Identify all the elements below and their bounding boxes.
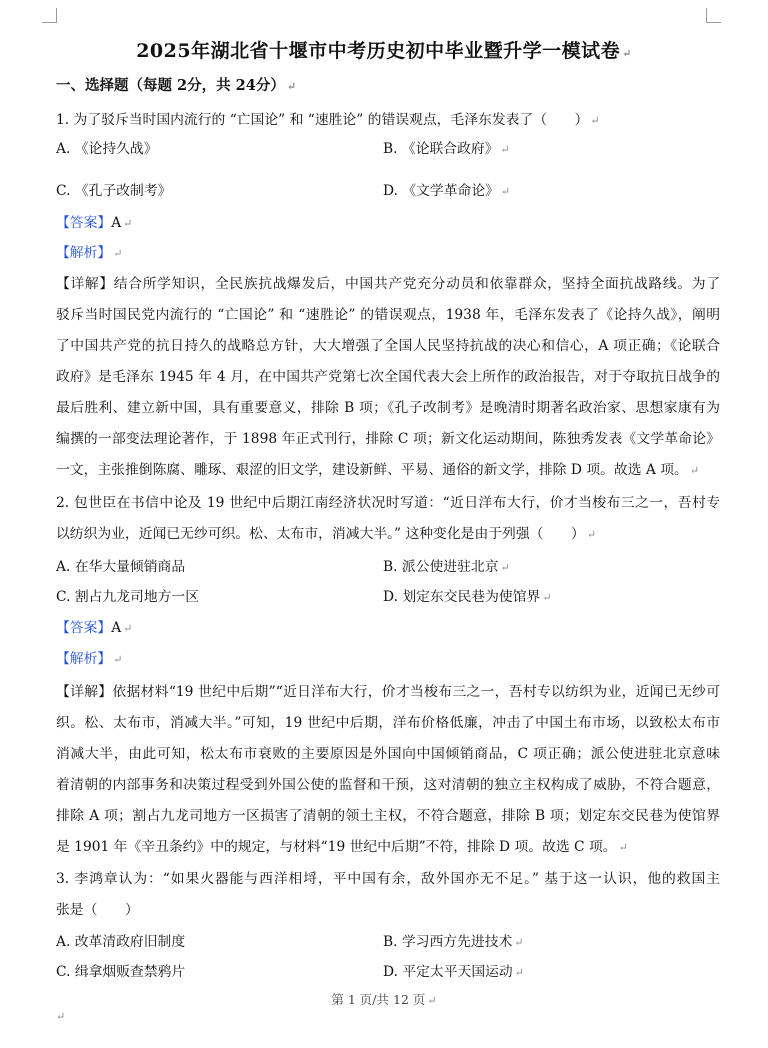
q3-option-b: B. 学习西方先进技术 ↵ [383, 934, 524, 950]
q2-detail-line: 着清朝的内部事务和决策过程受到外国公使的监督和干预，这对清朝的独立主权构成了威胁，不符合题意， [56, 777, 720, 793]
question-2-stem: 2. 包世臣在书信中论及 19 世纪中后期江南经济状况时写道：“近日洋布大行，价才当梭布三之一，吾村专 [56, 495, 720, 511]
q1-detail-line: 政府》是毛泽东 1945 年 4 月，在中国共产党第七次全国代表大会上所作的政治报告，对于夺取抗日战争的 [56, 369, 720, 385]
q1-answer: 【答案】A ↵ [56, 215, 133, 231]
q3-option-d: D. 平定太平天国运动 ↵ [383, 964, 524, 980]
page-title: 2025年湖北省十堰市中考历史初中毕业暨升学一模试卷 ↵ [136, 40, 632, 62]
q3-option-a: A. 改革清政府旧制度 [56, 934, 186, 950]
q2-option-b: B. 派公使进驻北京 ↵ [383, 559, 510, 575]
q1-option-d: D. 《文学革命论》 ↵ [383, 183, 511, 199]
q2-answer: 【答案】A ↵ [56, 620, 133, 636]
question-2-stem: 以纺织为业，近闻已无纱可织。松、太布市，消减大半。” 这种变化是由于列强（ ） ↵ [56, 526, 597, 542]
q1-detail-line: 了中国共产党的抗日持久的战略总方针，大大增强了全国人民坚持抗战的决心和信心，A 项正确；《论联合 [56, 338, 720, 354]
q2-detail-line: 排除 A 项；割占九龙司地方一区损害了清朝的领土主权，不符合题意，排除 B 项；划定东交民巷为使馆界 [56, 808, 720, 824]
q2-detail-line: 【详解】依据材料“19 世纪中后期”“近日洋布大行，价才当梭布三之一，吾村专以纺织为业，近闻已无纱可 [56, 684, 720, 700]
q2-analysis-label: 【解析】 ↵ [56, 651, 123, 667]
page-footer: 第 1 页/共 12 页 ↵ [331, 992, 437, 1007]
question-1-stem: 1. 为了驳斥当时国内流行的 “亡国论” 和 “速胜论” 的错误观点，毛泽东发表了（ ） ↵ [56, 112, 600, 128]
crop-mark-top-left [42, 8, 57, 23]
question-3-stem: 3. 李鸿章认为：“如果火器能与西洋相埒，平中国有余，敌外国亦无不足。” 基于这一认识，他的救国主 [56, 871, 720, 887]
section-heading: 一、选择题（每题 2分，共 24分） ↵ [56, 77, 297, 94]
paragraph-mark: ↵ [56, 1010, 66, 1023]
q3-option-c: C. 缉拿烟贩查禁鸦片 [56, 964, 186, 980]
q1-detail-line: 【详解】结合所学知识，全民族抗战爆发后，中国共产党充分动员和依靠群众，坚持全面抗战路线。为了 [56, 276, 720, 292]
question-3-stem: 张是（ ） [56, 902, 139, 918]
q2-detail-line: 消减大半，由此可知，松太布市衰败的主要原因是外国向中国倾销商品，C 项正确；派公使进驻北京意味 [56, 746, 720, 762]
q2-option-c: C. 割占九龙司地方一区 [56, 589, 200, 605]
q1-detail-line: 编撰的一部变法理论著作，于 1898 年正式刊行，排除 C 项；新文化运动期间，陈独秀发表《文学革命论》 [56, 431, 720, 447]
q1-detail-line: 一文，主张推倒陈腐、雕琢、艰涩的旧文学，建设新鲜、平易、通俗的新文学，排除 D 项。故选 A 项。 ↵ [56, 462, 700, 478]
q2-option-a: A. 在华大量倾销商品 [56, 559, 186, 575]
q1-detail-line: 驳斥当时国民党内流行的 “亡国论” 和 “速胜论” 的错误观点，1938 年，毛泽东发表了《论持久战》，阐明 [56, 307, 720, 323]
q2-option-d: D. 划定东交民巷为使馆界 ↵ [383, 589, 552, 605]
q1-analysis-label: 【解析】 ↵ [56, 245, 123, 261]
q1-option-b: B. 《论联合政府》 ↵ [383, 141, 510, 157]
q1-option-a: A. 《论持久战》 [56, 141, 158, 157]
q1-detail-line: 最后胜利、建立新中国，具有重要意义，排除 B 项；《孔子改制考》是晚清时期著名政治家、思想家康有为 [56, 400, 720, 416]
crop-mark-top-right [706, 8, 721, 23]
q2-detail-line: 织。松、太布市，消减大半。”可知，19 世纪中后期，洋布价格低廉，冲击了中国土布市场，以致松太布市 [56, 715, 720, 731]
q1-option-c: C. 《孔子改制考》 [56, 183, 172, 199]
q2-detail-line: 是 1901 年《辛丑条约》中的规定，与材料“19 世纪中后期”不符，排除 D 项。故选 C 项。 ↵ [56, 839, 628, 855]
